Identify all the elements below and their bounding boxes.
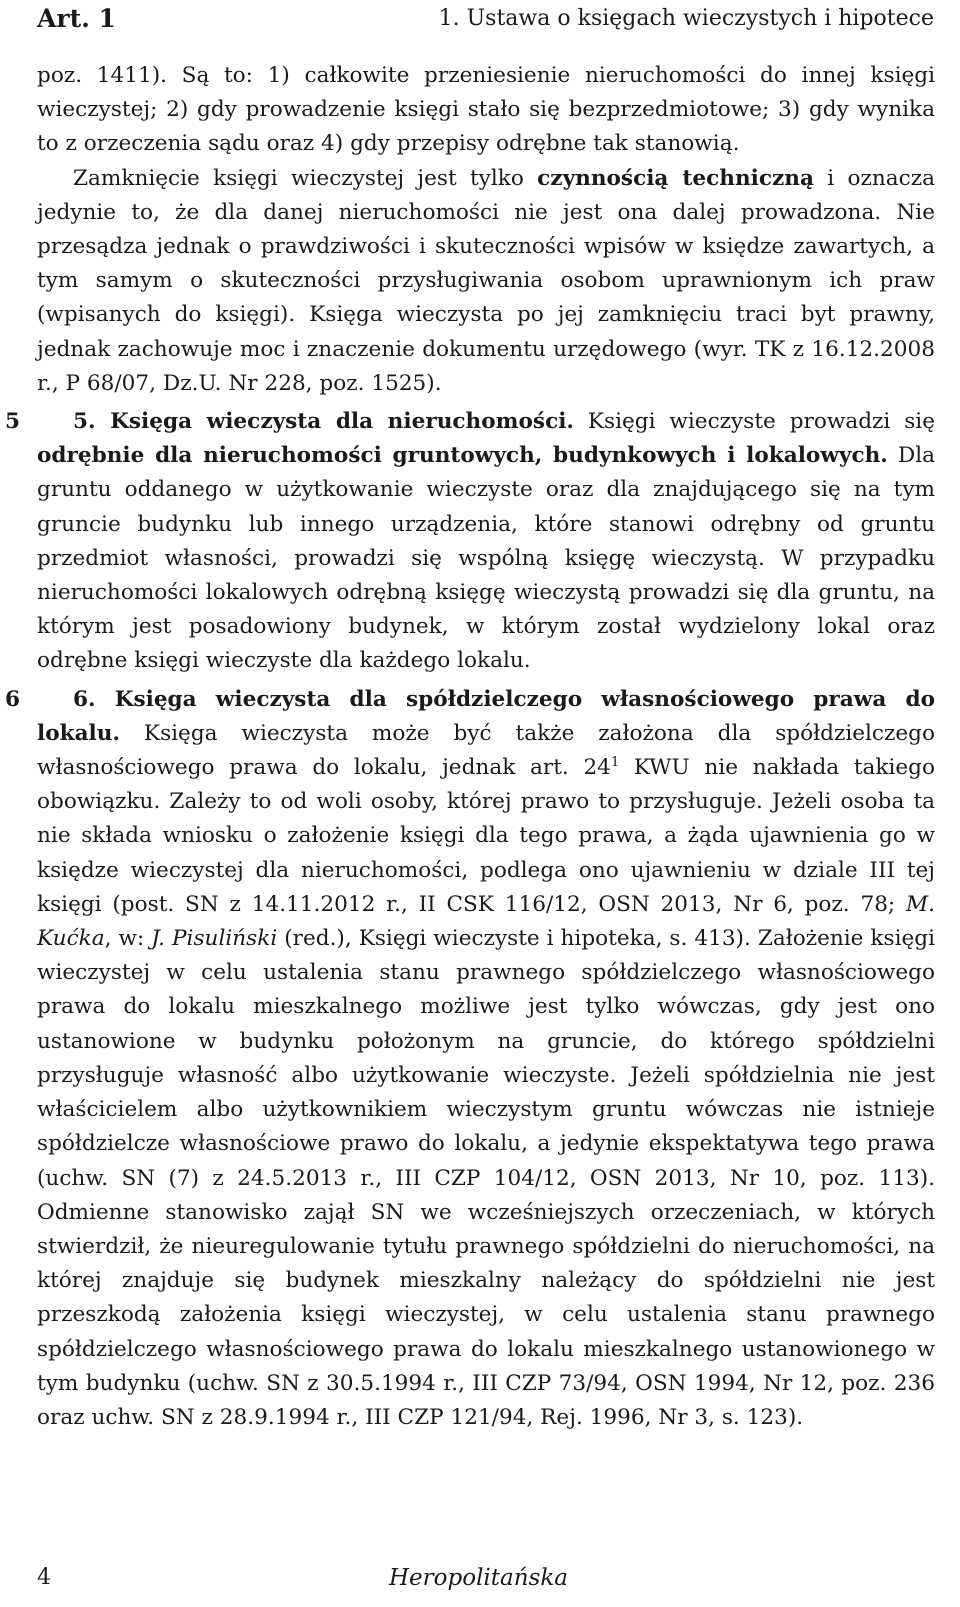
section-6-heading: 6. Księga wieczysta dla spółdzielczego własnościowego prawa do lokalu. [37,686,935,746]
running-title: 1. Ustawa o księgach wieczystych i hipotece [438,6,934,31]
section-6 [5,683,936,1435]
section-6-text-3: , w: [104,926,152,952]
section-5-emphasis: odrębnie dla nieruchomości gruntowych, budynkowych i lokalowych. [37,443,888,469]
section-5-heading: 5. Księga wieczysta dla nieruchomości. [73,409,574,435]
closing-text-before: Zamknięcie księgi wieczystej jest tylko [73,165,538,191]
closing-text-after: i oznacza jedynie to, że dla danej nieruchomości nie jest ona dalej prowadzona. Nie przesądza jednak o prawdziwości i skuteczności wpisów w księdze zawartych, a tym samym o skuteczności przysługiwania osobom uprawnionym ich praw (wpisanych do księgi). Księga wieczysta po jej zamknięciu traci byt prawny, jednak zachowuje moc i znaczenie dokumentu urzędowego (wyr. TK z 16.12.2008 r., P 68/07, Dz.U. Nr 228, poz. 1525). [37,165,935,396]
paragraph-closing-book [37,162,935,401]
footer-author: Heropolitańska [389,1565,569,1591]
page-header [37,2,934,36]
page-number: 4 [37,1565,51,1590]
section-6-text-2: KWU nie nakłada takiego obowiązku. Zależy to od woli osoby, której prawo to przysługuje. Jeżeli osoba ta nie składa wniosku o założenie księgi dla tego prawa, a żąda ujawnienia go w księdze wieczystej dla nieruchomości, podlega ono ujawnieniu w dziale III tej księgi (post. SN z 14.11.2012 r., II CSK 116/12, OSN 2013, Nr 6, poz. 78; [37,755,936,917]
page-body [5,59,936,1435]
section-5-text-2: Dla gruntu oddanego w użytkowanie wieczyste oraz dla znajdującego się na tym gruncie budynku lub innego urządzenia, które stanowi odrębny od gruntu przedmiot własności, prowadzi się wspólną księgę wieczystą. W przypadku nieruchomości lokalowych odrębną księgę wieczystą prowadzi się dla gruntu, na którym jest posadowiony budynek, w którym został wydzielony lokal oraz odrębne księgi wieczyste dla każdego lokalu. [37,443,935,674]
paragraph-continuation: poz. 1411). Są to: 1) całkowite przeniesienie nieruchomości do innej księgi wieczystej; 2) gdy prowadzenie księgi stało się bezprzedmiotowe; 3) gdy wynika to z orzeczenia sądu oraz 4) gdy przepisy odrębne tak stanowią. [37,63,935,157]
cited-author-1: M. Kućka [37,891,935,952]
section-5 [5,405,935,679]
margin-number-5: 5 [5,409,21,435]
section-6-text-4: (red.), Księgi wieczyste i hipoteka, s. 413). Założenie księgi wieczystej w celu ustalenia stanu prawnego spółdzielczego własnościowego prawa do lokalu mieszkalnego możliwe jest tylko wówczas, gdy jest ono ustanowione w budynku położonym na gruncie, do którego spółdzielni przysługuje własność albo użytkowanie wieczyste. Jeżeli spółdzielnia nie jest właścicielem albo użytkownikiem wieczystym gruntu wówczas nie istnieje spółdzielcze własnościowe prawo do lokalu, a jedynie ekspektatywa tego prawa (uchw. SN (7) z 24.5.2013 r., III CZP 104/12, OSN 2013, Nr 10, poz. 113). Odmienne stanowisko zajął SN we wcześniejszych orzeczeniach, w których stwierdził, że nieuregulowanie tytułu prawnego spółdzielni do nieruchomości, na której znajduje się budynek mieszkalny należący do spółdzielni nie jest przeszkodą założenia księgi wieczystej, w celu ustalenia stanu prawnego spółdzielczego własnościowego prawa do lokalu mieszkalnego ustanowionego w tym budynku (uchw. SN z 30.5.1994 r., III CZP 73/94, OSN 1994, Nr 12, poz. 236 oraz uchw. SN z 28.9.1994 r., III CZP 121/94, Rej. 1996, Nr 3, s. 123). [37,926,935,1430]
section-5-text-1: Księgi wieczyste prowadzi się [573,409,935,435]
article-number: Art. 1 [37,4,116,33]
cited-author-2: J. Pisuliński [151,926,278,952]
article-superscript: 1 [610,754,620,770]
section-6-text-1: Księga wieczysta może być także założona dla spółdzielczego własnościowego prawa do lokalu, jednak art. 24 [37,720,935,781]
closing-emphasis: czynnością techniczną [537,165,814,191]
page-footer [37,1560,935,1596]
margin-number-6: 6 [5,686,21,712]
